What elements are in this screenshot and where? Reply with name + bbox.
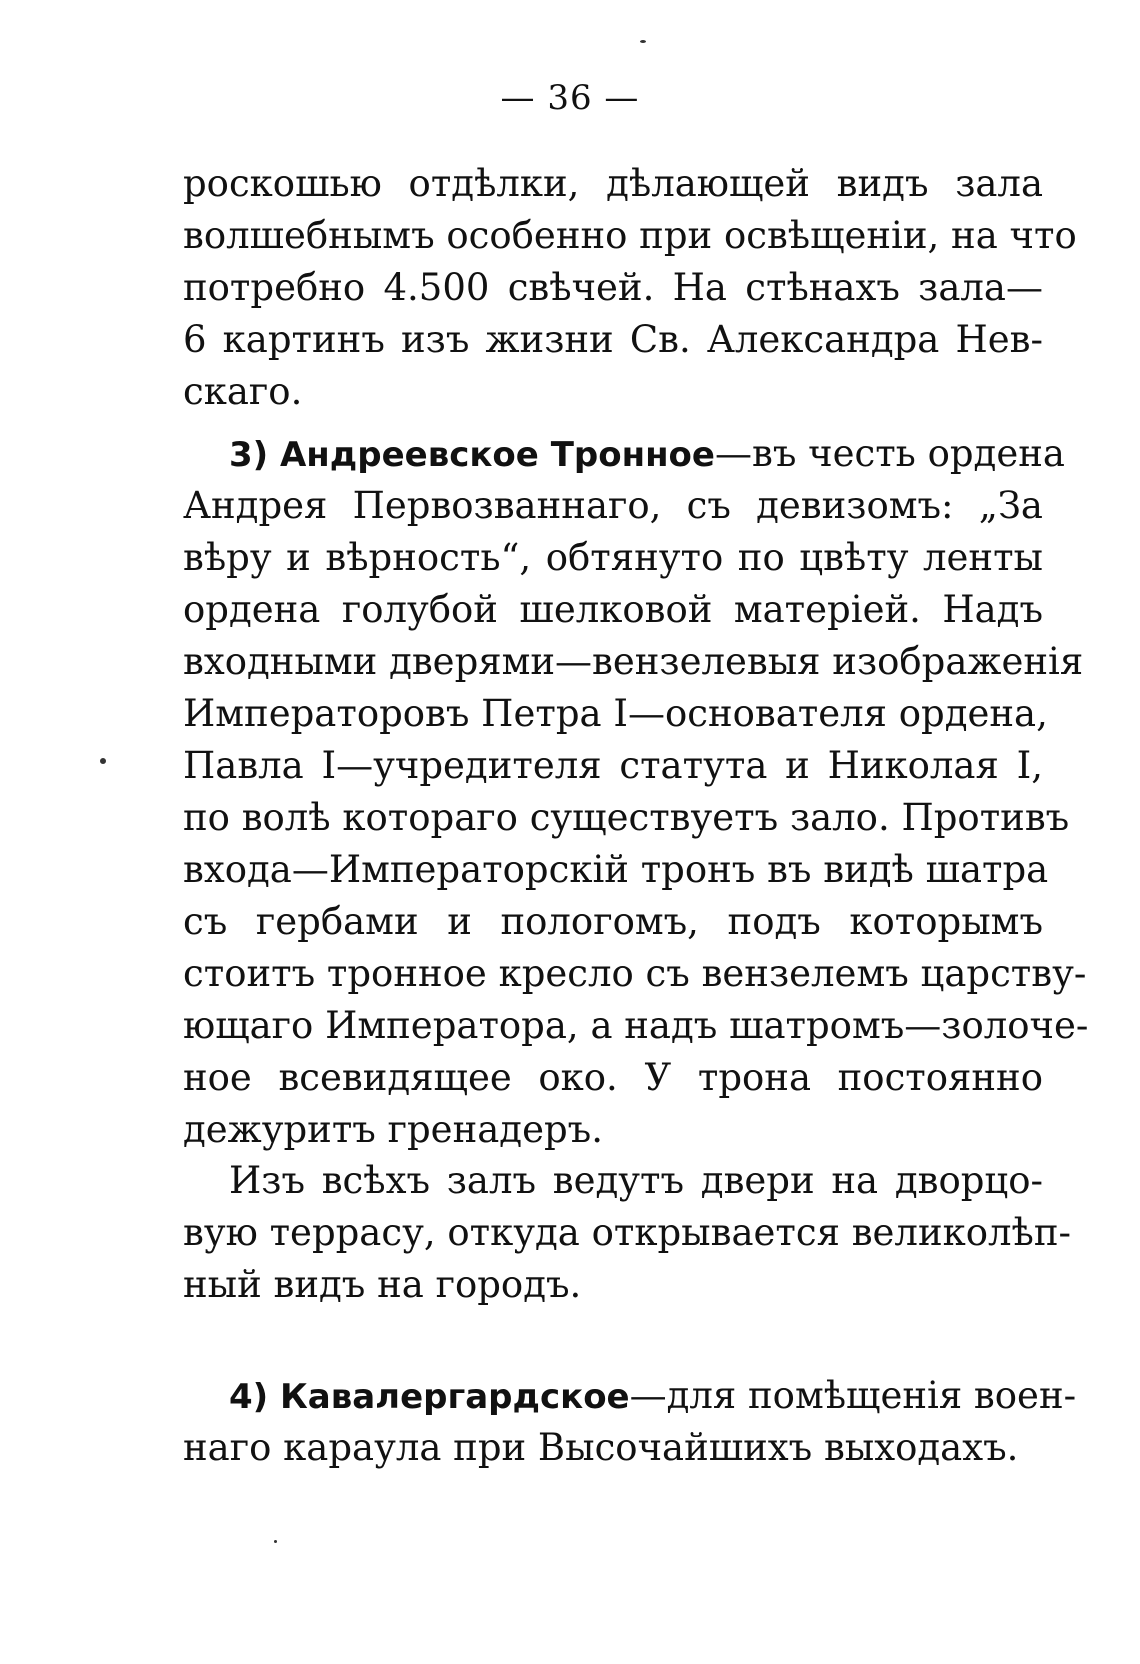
text-line: ный видъ на городъ. (183, 1263, 582, 1306)
text-line: вую террасу, откуда открывается великолѣп- (183, 1211, 1071, 1254)
paragraph-first-line (183, 1370, 1077, 1422)
text-line: съ гербами и пологомъ, подъ которымъ (183, 900, 1043, 943)
section-heading: Андреевское Тронное (279, 435, 715, 475)
item-number: 3) (229, 435, 269, 475)
text-line: скаго. (183, 370, 303, 413)
text-line: стоитъ тронное кресло съ вензелемъ царству- (183, 952, 1087, 995)
text-line: входа—Императорскiй тронъ въ видѣ шатра (183, 848, 1049, 891)
text-line: 6 картинъ изъ жизни Св. Александра Нев- (183, 318, 1043, 361)
section-heading: Кавалергардское (279, 1377, 630, 1417)
scan-speck (274, 1540, 277, 1543)
page-number: — 36 — (500, 78, 640, 118)
first-line-text: —въ честь ордена (714, 432, 1065, 475)
text-line: по волѣ котораго существуетъ зало. Противъ (183, 796, 1070, 839)
item-number: 4) (229, 1377, 269, 1417)
scan-speck (100, 758, 106, 764)
paragraph-first-line (183, 428, 1065, 480)
text-line: вѣру и вѣрность“, обтянуто по цвѣту ленты (183, 536, 1043, 579)
paragraph-terrace (183, 1155, 1071, 1311)
text-line: ющаго Императора, а надъ шатромъ—золоче- (183, 1004, 1089, 1047)
text-line: наго караула при Высочайшихъ выходахъ. (183, 1426, 1019, 1469)
text-line: роскошью отдѣлки, дѣлающей видъ зала (183, 162, 1043, 205)
paragraph-hall-description (183, 158, 1077, 418)
text-line: Павла I—учредителя статута и Николая I, (183, 744, 1043, 787)
text-line: Изъ всѣхъ залъ ведутъ двери на дворцо- (229, 1159, 1043, 1202)
text-line: дежуритъ гренадеръ. (183, 1108, 603, 1151)
text-line: входными дверями—вензелевыя изображенiя (183, 640, 1084, 683)
text-line: ное всевидящее око. У трона постоянно (183, 1056, 1043, 1099)
first-line-text: —для помѣщенiя воен- (629, 1374, 1077, 1417)
paragraph-andreevsky-throne-hall (183, 428, 1089, 1156)
scan-speck (640, 40, 646, 43)
text-line: ордена голубой шелковой матерiей. Надъ (183, 588, 1043, 631)
text-line: потребно 4.500 свѣчей. На стѣнахъ зала— (183, 266, 1043, 309)
text-line: Андрея Первозваннаго, съ девизомъ: „За (183, 484, 1043, 527)
text-line: Императоровъ Петра I—основателя ордена, (183, 692, 1048, 735)
text-line: волшебнымъ особенно при освѣщенiи, на что (183, 214, 1077, 257)
paragraph-cavalry-guards-hall (183, 1370, 1077, 1474)
